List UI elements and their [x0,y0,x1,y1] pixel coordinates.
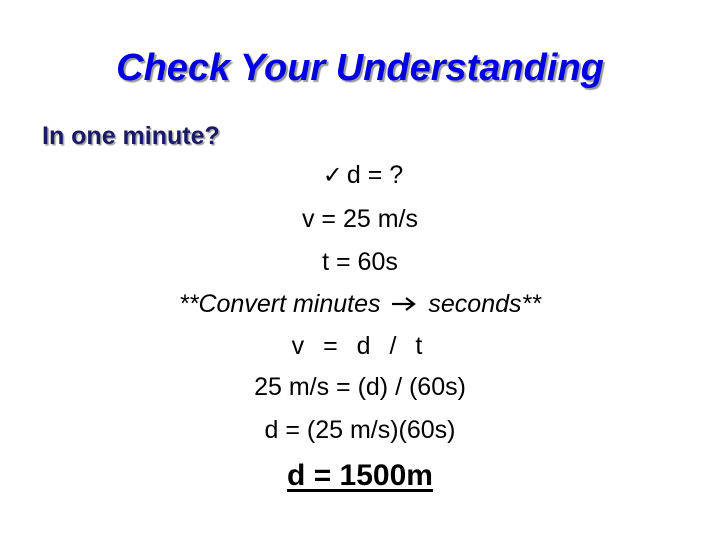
slide-title: Check Your Understanding [116,47,604,89]
solve-line: d = (25 m/s)(60s) [264,416,456,444]
velocity-line: v = 25 m/s [301,205,418,233]
conversion-right-text: seconds** [428,290,541,318]
check-mark-icon: ✓ [322,162,343,189]
right-arrow-icon [391,296,417,312]
conversion-note [0,287,720,321]
substitution-line: 25 m/s = (d) / (60s) [254,373,466,401]
time-line: t = 60s [322,248,398,276]
unknown-text: d = ? [346,161,404,189]
slide-subtitle: In one minute? [42,122,220,150]
answer-text: d = 1500m [287,459,433,492]
conversion-left-text: **Convert minutes [179,290,381,318]
formula-line: v = d / t [291,332,429,360]
unknown-line [0,158,720,193]
answer-line [0,456,720,496]
